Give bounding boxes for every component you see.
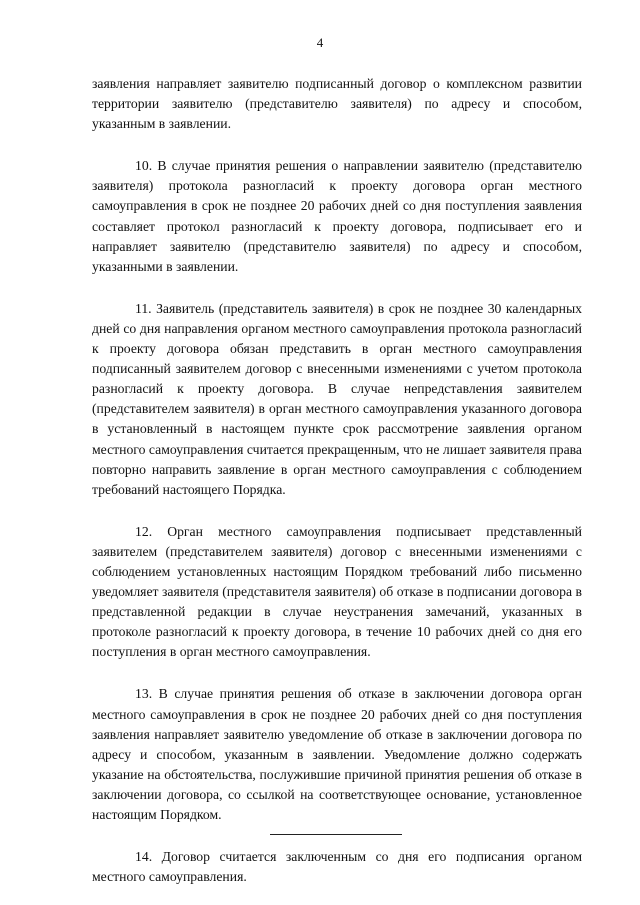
paragraph-gap <box>92 662 582 684</box>
paragraph-clause-10: 10. В случае принятия решения о направлении заявителю (представителю заявителя) протокола разногласий к проекту договора орган местного самоуправления в срок не позднее 20 рабочих дней со дня поступления заявления составляет протокол разногласий к проекту договора, подписывает его и направляет заявителю (представителю заявителя) по адресу и способом, указанными в заявлении. <box>92 158 582 274</box>
paragraph-gap <box>92 134 582 156</box>
paragraph-clause-11: 11. Заявитель (представитель заявителя) в срок не позднее 30 календарных дней со дня направления органом местного самоуправления протокола разногласий к проекту договора обязан представить в орган местного самоуправления подписанный заявителем договор с внесенными изменениями с учетом протокола разногласий к проекту договора. В случае непредставления заявителем (представителем заявителя) в орган местного самоуправления указанного договора в установленный в настоящем пункте срок рассмотрение заявления органом местного самоуправления считается прекращенным, что не лишает заявителя права повторно направить заявление в орган местного самоуправления с соблюдением требований настоящего Порядка. <box>92 300 582 497</box>
document-body <box>92 74 582 887</box>
paragraph-gap <box>92 500 582 522</box>
paragraph-clause-12: 12. Орган местного самоуправления подписывает представленный заявителем (представителем заявителя) договор с внесенными изменениями с соблюдением установленных настоящим Порядком требований либо письменно уведомляет заявителя (представителя заявителя) об отказе в подписании договора в представленной редакции в случае неустранения замечаний, указанных в протоколе разногласий к проекту договора, в течение 10 рабочих дней со дня его поступления в орган местного самоуправления. <box>92 523 582 660</box>
paragraph-clause-14: 14. Договор считается заключенным со дня его подписания органом местного самоуправления. <box>92 849 582 885</box>
paragraph-continuation: заявления направляет заявителю подписанный договор о комплексном развитии территории заявителю (представителю заявителя) по адресу и способом, указанным в заявлении. <box>92 76 582 132</box>
paragraph-gap <box>92 277 582 299</box>
paragraph-gap <box>92 825 582 847</box>
paragraph-clause-13: 13. В случае принятия решения об отказе в заключении договора орган местного самоуправления в срок не позднее 20 рабочих дней со дня поступления заявления направляет заявителю уведомление об отказе в заключении договора по адресу и способом, указанным в заявлении. Уведомление должно содержать указание на обстоятельства, послужившие причиной принятия решения об отказе в заключении договора, со ссылкой на соответствующее основание, установленное настоящим Порядком. <box>92 686 582 822</box>
page-number: 4 <box>316 35 324 50</box>
end-of-document-rule <box>270 834 402 835</box>
